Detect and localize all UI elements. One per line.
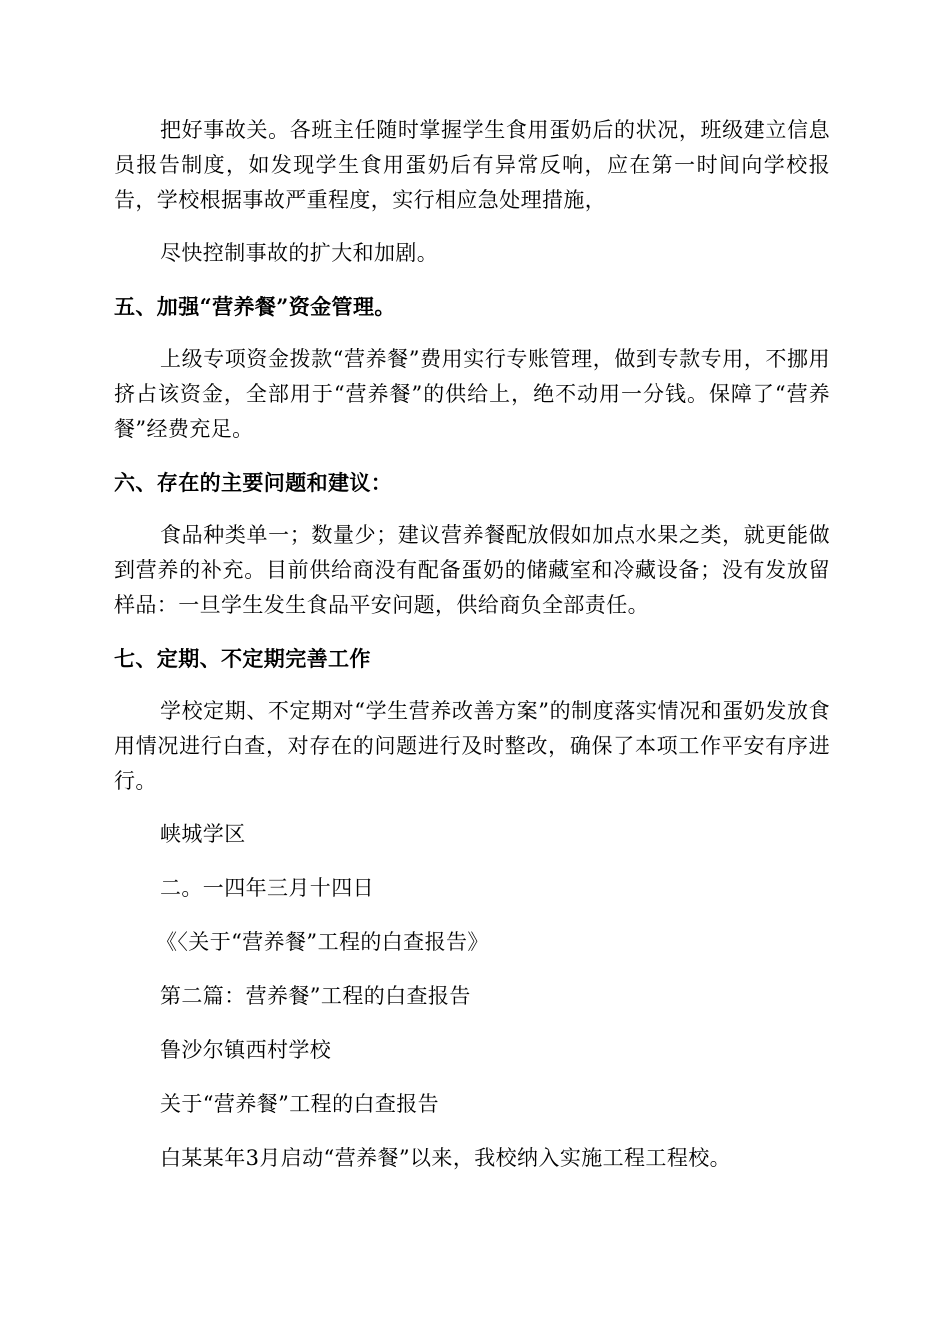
heading-section-6: 六、存在的主要问题和建议：	[114, 470, 393, 495]
heading-section-7: 七、定期、不定期完善工作	[114, 646, 371, 671]
paragraph-accident-control: 把好事故关。各班主任随时掌握学生食用蛋奶后的状况，班级建立信息员报告制度，如发现学生食用蛋奶后有异常反响，应在第一时间向学校报告，学校根据事故严重程度，实行相应急处理措施，	[114, 118, 830, 212]
paragraph-control-spread: 尽快控制事故的扩大和加剧。	[160, 241, 439, 265]
school-name: 鲁沙尔镇西村学校	[160, 1038, 332, 1062]
reference-title: 《〈关于“营养餐”工程的白查报告》	[156, 930, 489, 954]
document-page	[114, 113, 830, 1195]
paragraph-fund-management: 上级专项资金拨款“营养餐”费用实行专账管理，做到专款专用，不挪用挤占该资金，全部用于“营养餐”的供给上，绝不动用一分钱。保障了“营养餐”经费充足。	[114, 347, 830, 441]
signature-organization: 峡城学区	[160, 822, 246, 846]
part-two-title: 第二篇：营养餐”工程的白查报告	[160, 984, 471, 1008]
paragraph-problems-suggestions: 食品种类单一；数量少；建议营养餐配放假如加点水果之类，就更能做到营养的补充。目前供给商没有配备蛋奶的储藏室和冷藏设备；没有发放留样品：一旦学生发生食品平安问题，供给商负全部责任。	[114, 523, 830, 617]
signature-date: 二。一四年三月十四日	[160, 876, 374, 900]
paragraph-intro: 白某某年3月启动“营养餐”以来，我校纳入实施工程工程校。	[160, 1146, 732, 1170]
paragraph-periodic-review: 学校定期、不定期对“学生营养改善方案”的制度落实情况和蛋奶发放食用情况进行白查，对存在的问题进行及时整改，确保了本项工作平安有序进行。	[114, 699, 830, 793]
heading-section-5: 五、加强“营养餐”资金管理。	[114, 294, 396, 319]
report-title: 关于“营养餐”工程的白查报告	[160, 1092, 440, 1116]
